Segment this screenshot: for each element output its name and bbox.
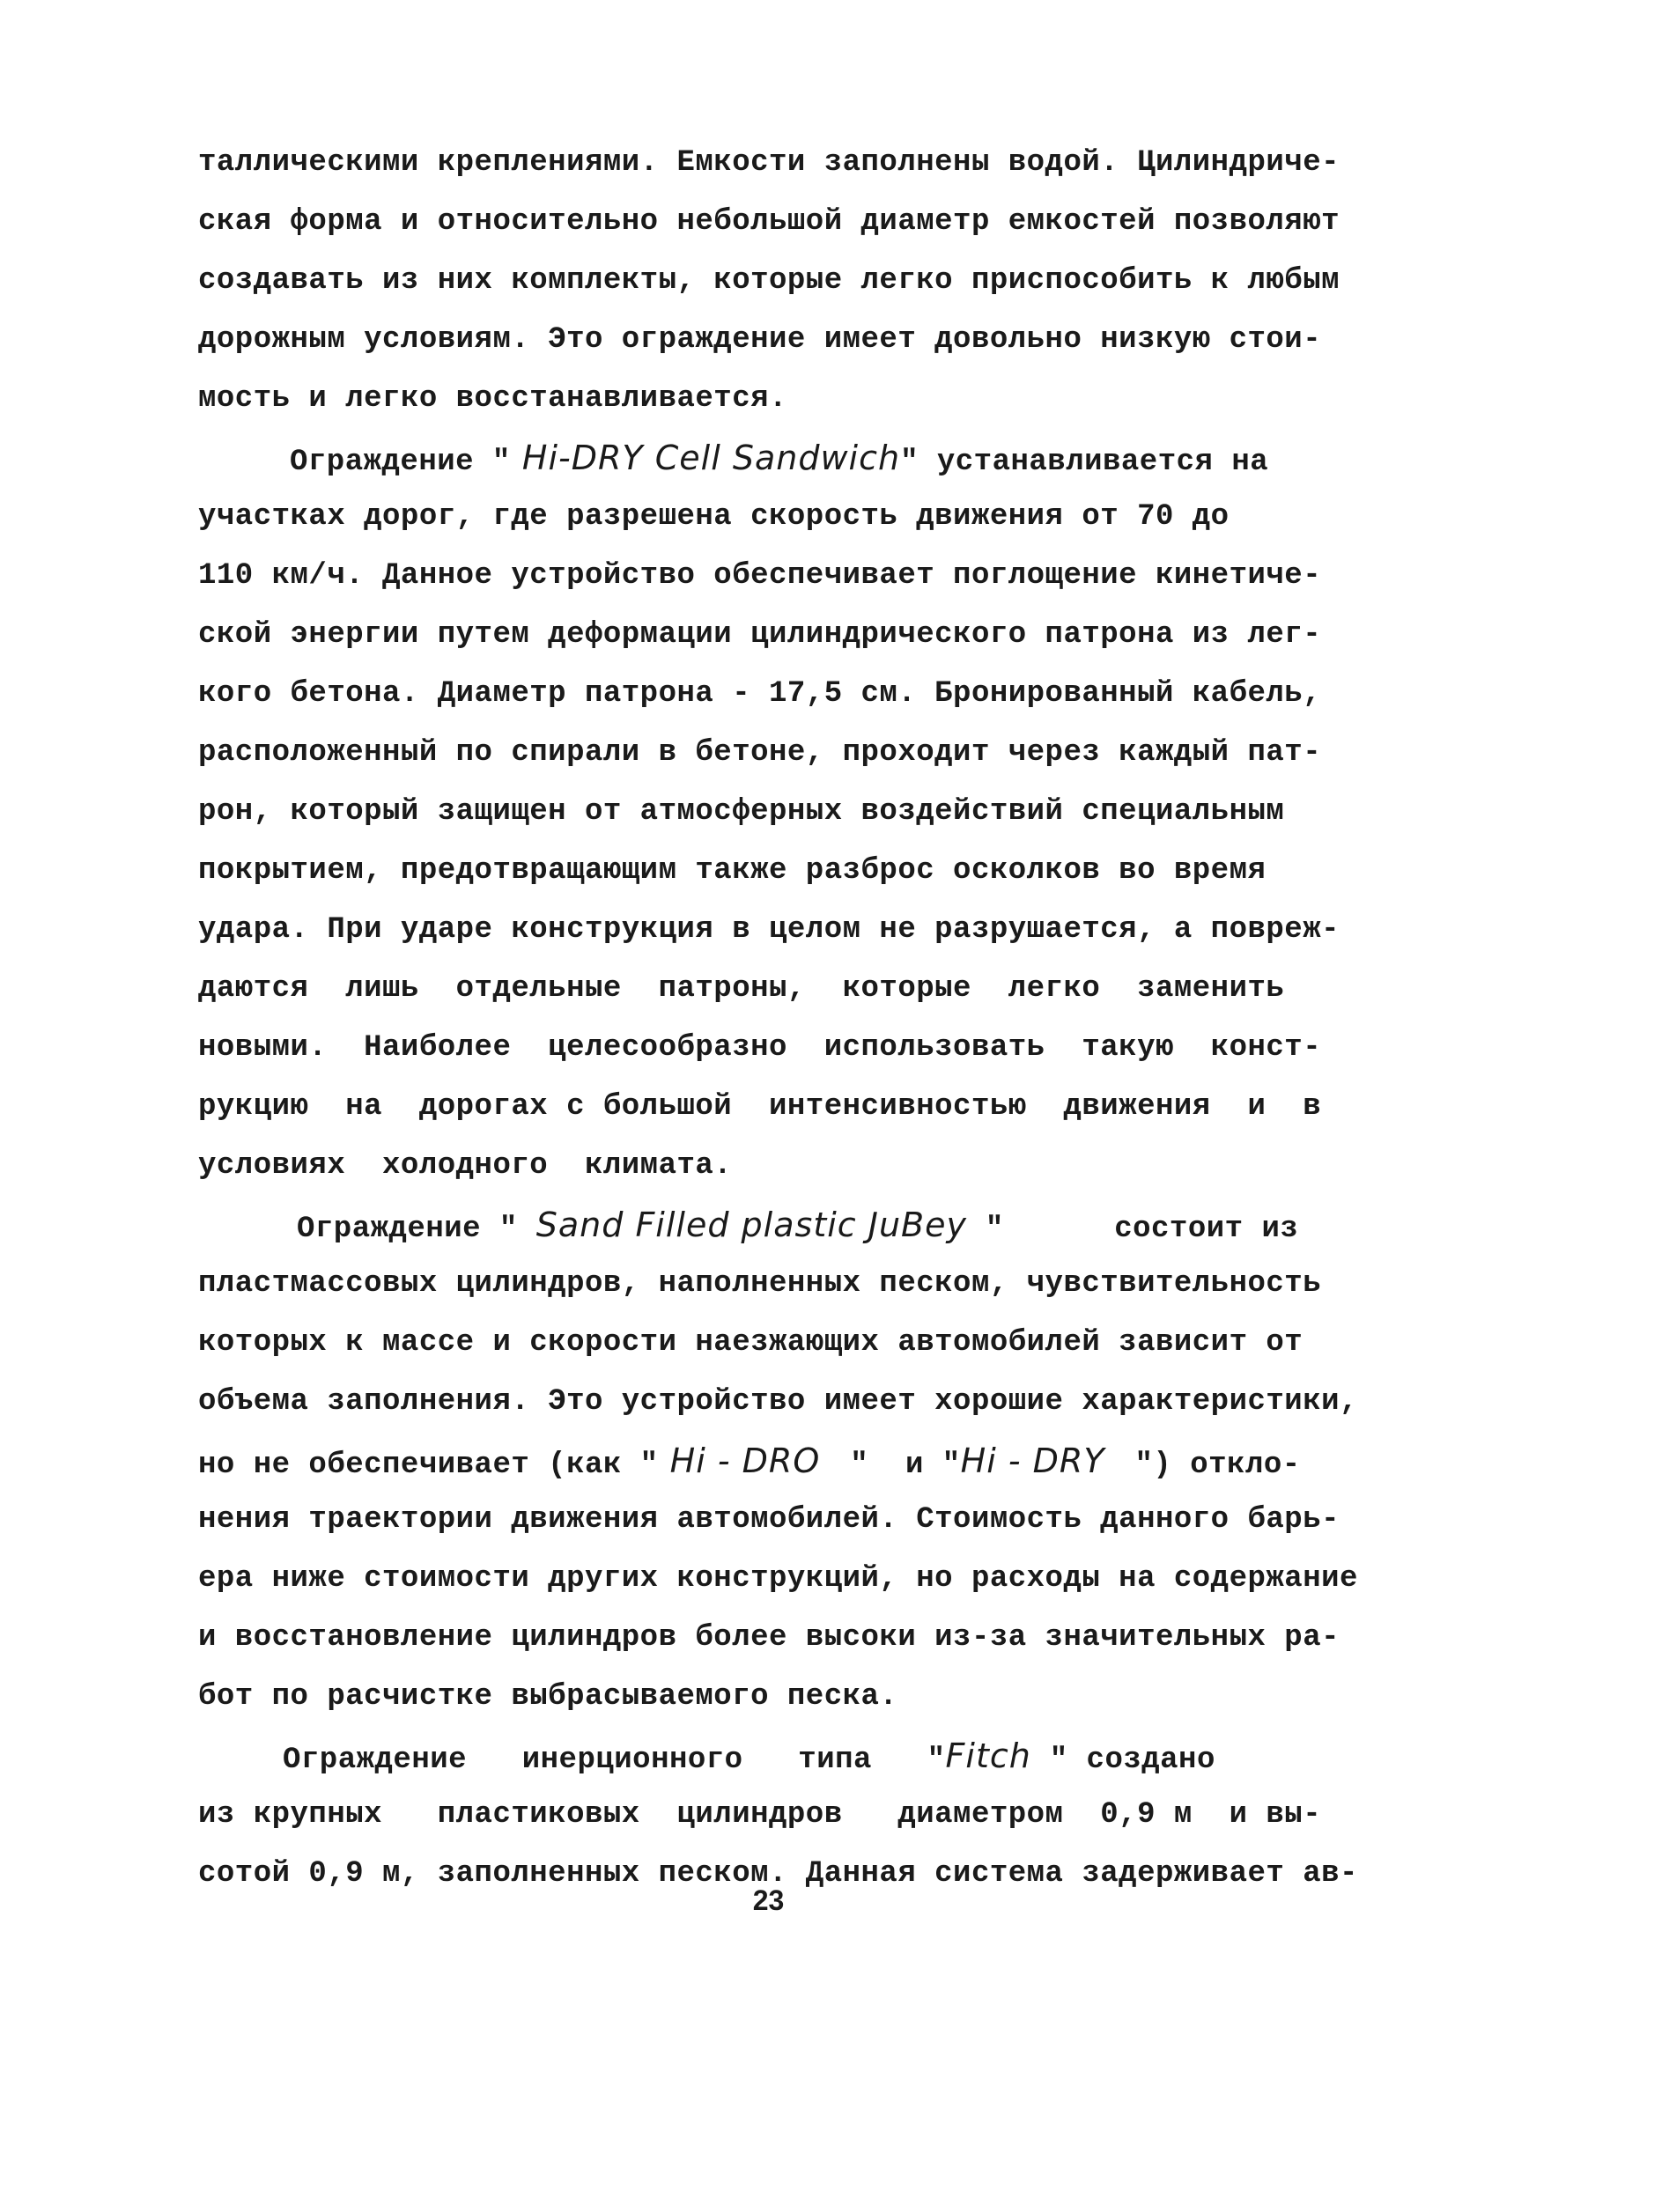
page-number: 23 (752, 1884, 785, 1916)
text-line: таллическими креплениями. Емкости заполнены водой. Цилиндриче- (198, 146, 1340, 180)
text-line-with-names (198, 1432, 1343, 1491)
product-name: Hi - DRY (960, 1441, 1117, 1480)
text-line: ской энергии путем деформации цилиндрического патрона из лег- (198, 618, 1322, 652)
text-line: нения траектории движения автомобилей. Стоимость данного барь- (198, 1503, 1340, 1537)
product-name: Hi - DRO (658, 1441, 832, 1480)
text-line: кого бетона. Диаметр патрона - 17,5 см. Бронированный кабель, (198, 677, 1322, 711)
text-line: ера ниже стоимости других конструкций, но расходы на содержание (198, 1562, 1358, 1596)
text-fragment: Ограждение " (290, 446, 511, 479)
text-line: 110 км/ч. Данное устройство обеспечивает поглощение кинетиче- (198, 559, 1322, 593)
paragraph-first-line (198, 1196, 1343, 1255)
product-name: Fitch (945, 1736, 1031, 1775)
text-line: бот по расчистке выбрасываемого песка. (198, 1680, 898, 1714)
product-name: Hi-DRY Cell Sandwich (510, 439, 901, 477)
paragraph-first-line (198, 429, 1343, 488)
text-line: и восстановление цилиндров более высоки из-за значительных ра- (198, 1621, 1340, 1655)
text-line: создавать из них комплекты, которые легко приспособить к любым (198, 264, 1340, 298)
text-line: пластмассовых цилиндров, наполненных песком, чувствительность (198, 1267, 1322, 1301)
text-line: мость и легко восстанавливается. (198, 382, 787, 416)
paragraph-first-line (198, 1727, 1343, 1786)
text-fragment: но не обеспечивает (как " (198, 1449, 659, 1482)
text-fragment: " и " (831, 1449, 961, 1482)
text-line: которых к массе и скорости наезжающих автомобилей зависит от (198, 1326, 1303, 1360)
text-fragment: " создано (1030, 1744, 1215, 1777)
text-line: дорожным условиям. Это ограждение имеет довольно низкую стои- (198, 323, 1322, 357)
text-line: расположенный по спирали в бетоне, проходит через каждый пат- (198, 736, 1322, 770)
text-line: условиях холодного климата. (198, 1149, 733, 1183)
text-fragment: " устанавливается на (900, 446, 1269, 479)
text-line: даются лишь отдельные патроны, которые легко заменить (198, 972, 1285, 1006)
body-text (198, 134, 1358, 1904)
text-line: рон, который защищен от атмосферных воздействий специальным (198, 795, 1285, 829)
text-line: участках дорог, где разрешена скорость движения от 70 до (198, 500, 1230, 534)
text-line: удара. При ударе конструкция в целом не разрушается, а повреж- (198, 913, 1340, 947)
text-line: сотой 0,9 м, заполненных песком. Данная система задерживает ав- (198, 1857, 1358, 1891)
text-line: ская форма и относительно небольшой диаметр емкостей позволяют (198, 205, 1340, 239)
product-name: Sand Filled plastic JuBey (535, 1206, 967, 1244)
text-fragment: Ограждение инерционного типа " (283, 1744, 946, 1777)
text-line: из крупных пластиковых цилиндров диаметром 0,9 м и вы- (198, 1798, 1322, 1832)
text-line: новыми. Наиболее целесообразно использовать такую конст- (198, 1031, 1322, 1065)
text-fragment: Ограждение " (297, 1213, 536, 1246)
text-fragment: ") откло- (1116, 1449, 1301, 1482)
text-line: рукцию на дорогах с большой интенсивностью движения и в (198, 1090, 1322, 1124)
text-line: объема заполнения. Это устройство имеет хорошие характеристики, (198, 1385, 1358, 1419)
text-line: покрытием, предотвращающим также разброс осколков во время (198, 854, 1267, 888)
text-fragment: " состоит из (966, 1213, 1299, 1246)
